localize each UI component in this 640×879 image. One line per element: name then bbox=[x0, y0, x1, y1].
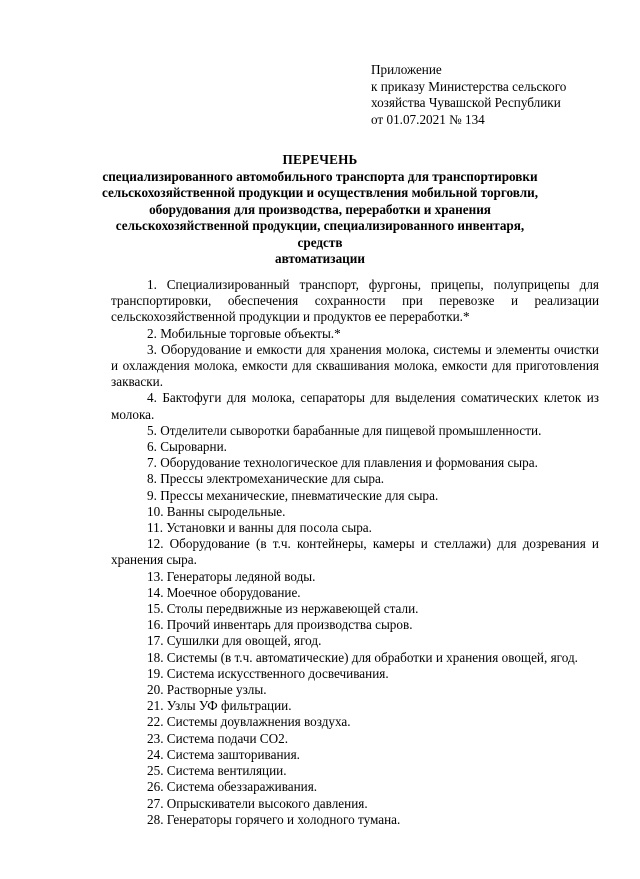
list-item: 20. Растворные узлы. bbox=[147, 682, 267, 698]
list-item: 18. Системы (в т.ч. автоматические) для обработки и хранения овощей, ягод. bbox=[147, 649, 578, 665]
heading-line: автоматизации bbox=[275, 251, 365, 266]
list-item: 19. Система искусственного досвечивания. bbox=[147, 665, 389, 681]
list-item: 10. Ванны сыродельные. bbox=[147, 503, 286, 519]
list-item: 24. Система зашторивания. bbox=[147, 746, 300, 762]
list-item: 4. Бактофуги для молока, сепараторы для выделения соматических клеток из молока. bbox=[111, 390, 599, 422]
list-item: 27. Опрыскиватели высокого давления. bbox=[147, 795, 368, 811]
list-item: 14. Моечное оборудование. bbox=[147, 584, 301, 600]
list-item: 28. Генераторы горячего и холодного тумана. bbox=[147, 811, 401, 827]
items-list bbox=[111, 277, 599, 828]
appendix-block bbox=[371, 62, 611, 128]
appendix-line: к приказу Министерства сельского bbox=[371, 78, 567, 94]
appendix-line: Приложение bbox=[371, 62, 442, 77]
list-item: 21. Узлы УФ фильтрации. bbox=[147, 698, 292, 714]
list-item: 13. Генераторы ледяной воды. bbox=[147, 568, 316, 584]
list-item: 11. Установки и ванны для посола сыра. bbox=[147, 520, 372, 536]
list-item: 26. Система обеззараживания. bbox=[147, 779, 318, 795]
heading-line: оборудования для производства, переработки и хранения bbox=[149, 201, 491, 217]
list-item: 5. Отделители сыворотки барабанные для пищевой промышленности. bbox=[147, 422, 542, 438]
document-heading bbox=[100, 152, 540, 268]
list-item: 17. Сушилки для овощей, ягод. bbox=[147, 633, 322, 649]
list-item: 9. Прессы механические, пневматические для сыра. bbox=[147, 487, 439, 503]
heading-line: сельскохозяйственной продукции, специализированного инвентаря, средств bbox=[115, 218, 525, 250]
list-item: 1. Специализированный транспорт, фургоны, прицепы, полуприцепы для транспортировки, обеспечения сохранности при перевозке и реализации сельскохозяйственной продукции и продуктов ее переработки.* bbox=[111, 277, 599, 325]
heading-line: специализированного автомобильного транспорта для транспортировки bbox=[102, 168, 538, 184]
appendix-line: хозяйства Чувашской Республики bbox=[371, 95, 561, 110]
heading-line: сельскохозяйственной продукции и осуществления мобильной торговли, bbox=[101, 185, 539, 200]
list-item: 22. Системы доувлажнения воздуха. bbox=[147, 714, 351, 730]
list-item: 3. Оборудование и емкости для хранения молока, системы и элементы очистки и охлаждения молока, емкости для сквашивания молока, емкости для приготовления закваски. bbox=[111, 341, 599, 390]
list-item: 23. Система подачи СО2. bbox=[147, 730, 289, 746]
appendix-date-line: от 01.07.2021 № 134 bbox=[371, 111, 485, 127]
list-item: 7. Оборудование технологическое для плавления и формования сыра. bbox=[147, 455, 538, 471]
document-title: ПЕРЕЧЕНЬ bbox=[282, 152, 358, 167]
list-item: 8. Прессы электромеханические для сыра. bbox=[147, 471, 385, 487]
list-item: 15. Столы передвижные из нержавеющей стали. bbox=[147, 601, 419, 617]
list-item: 16. Прочий инвентарь для производства сыров. bbox=[147, 617, 413, 633]
list-item: 2. Мобильные торговые объекты.* bbox=[147, 325, 341, 341]
list-item: 12. Оборудование (в т.ч. контейнеры, камеры и стеллажи) для дозревания и хранения сыра. bbox=[111, 536, 599, 568]
list-item: 6. Сыроварни. bbox=[147, 439, 227, 455]
list-item: 25. Система вентиляции. bbox=[147, 763, 287, 779]
